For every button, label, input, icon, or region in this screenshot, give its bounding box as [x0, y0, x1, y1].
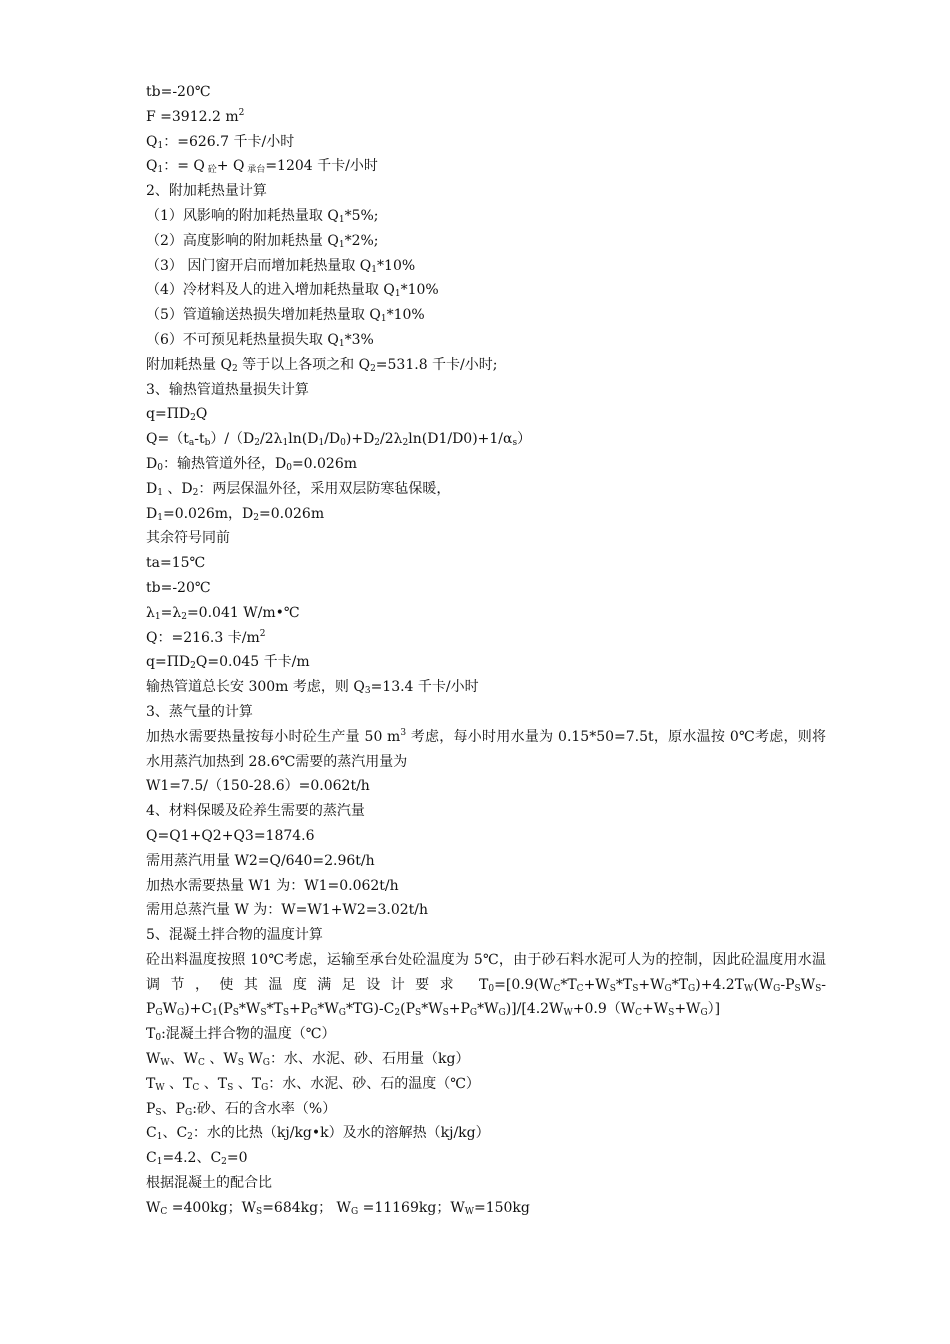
text-line: 输热管道总长安 300m 考虑，则 $Q_3=13.4$ 千卡/小时 — [146, 679, 479, 697]
document-body — [146, 80, 826, 1221]
text-line: $T_0$:混凝土拌合物的温度（℃） — [146, 1026, 336, 1044]
text-line: $Q=(t_a-t_b)/(D_2/2\lambda_1\ln(D_1/D_0)+D_2/2\lambda_2\ln(D1/D0)+1/\alpha_s)$ — [146, 431, 532, 449]
text-line: $Q_1$：=626.7 千卡/小时 — [146, 133, 295, 151]
text-line: 砼出料温度按照 10℃考虑，运输至承台处砼温度为 5℃，由于砂石料水泥可人为的控制，因此砼温度用水温调节，使其温度满足设计要求 $T_0=[0.9(W_C*T_C+W_S*T_S+W_G*T_G)+4.2T_W(W_G-P_SW_S-P_GW_G)+C_1(P_S*W_S*T_S+P_G*W_G*TG)-C_2(P_S*W_S+P_G*W_G)]/[4.2W_W+0.9(W_C+W_S+W_G)]$ — [146, 951, 826, 1019]
text-line: 2、附加耗热量计算 — [146, 183, 267, 200]
text-line: $D_0$：输热管道外径，$D_0=0.026m$ — [146, 455, 358, 473]
text-line: （4）冷材料及人的进入增加耗热量取 $Q_1*10\%$ — [146, 282, 439, 300]
text-line: $C_1=4.2$、$C_2=0$ — [146, 1150, 248, 1168]
text-line: $D_1=0.026m$，$D_2=0.026m$ — [146, 505, 325, 523]
text-line: $P_S$、$P_G$:砂、石的含水率（%） — [146, 1100, 337, 1118]
text-line: 3、蒸气量的计算 — [146, 703, 253, 720]
text-line: $C_1$、$C_2$：水的比热（kj/kg•k）及水的溶解热（kj/kg） — [146, 1125, 490, 1143]
text-line: （6）不可预见耗热量损失取 $Q_1*3\%$ — [146, 331, 374, 349]
text-line: ta=15℃ — [146, 555, 206, 572]
text-line: $T_W$ 、$T_C$ 、$T_S$ 、$T_G$：水、水泥、砂、石的温度（℃） — [146, 1075, 480, 1093]
text-line: tb=-20℃ — [146, 84, 211, 100]
text-line: 3、输热管道热量损失计算 — [146, 381, 309, 398]
text-line: $q=\Pi D_2Q=0.045$ 千卡/m — [146, 654, 310, 672]
text-line: （1）风影响的附加耗热量取 $Q_1*5\%$; — [146, 207, 379, 225]
text-line: 需用蒸汽用量 W2=Q/640=2.96t/h — [146, 852, 375, 869]
text-line: 5、混凝土拌合物的温度计算 — [146, 927, 323, 944]
text-line: $W_W$、$W_C$ 、$W_S$ $W_G$：水、水泥、砂、石用量（kg） — [146, 1051, 470, 1069]
text-line: tb=-20℃ — [146, 579, 211, 596]
text-line: $D_1$ 、$D_2$：两层保温外径，采用双层防寒毡保暖， — [146, 480, 451, 498]
text-line: $W_C =400kg$；$W_S=684kg$； $W_G =11169kg$；$W_W=150kg$ — [146, 1199, 530, 1217]
text-line: 加热水需要热量按每小时砼生产量 50 $m^3$ 考虑，每小时用水量为 0.15*50=7.5t，原水温按 0℃考虑，则将水用蒸汽加热到 28.6℃需要的蒸汽用量为 — [146, 727, 826, 770]
text-line: F =3912.2 $m^2$ — [146, 107, 245, 125]
text-line: 4、材料保暖及砼养生需要的蒸汽量 — [146, 803, 365, 820]
text-line: （5）管道输送热损失增加耗热量取 $Q_1*10\%$ — [146, 307, 425, 325]
text-line: $q=\Pi D_2Q$ — [146, 406, 208, 424]
text-line: 根据混凝土的配合比 — [146, 1175, 272, 1192]
text-line: （2）高度影响的附加耗热量 $Q_1*2\%$; — [146, 232, 379, 250]
text-line: 其余符号同前 — [146, 530, 230, 547]
text-line: Q：=216.3 卡$/m^2$ — [146, 628, 266, 646]
text-line: $\lambda_1=\lambda_2=0.041$ W/m•℃ — [146, 604, 300, 622]
text-line: 附加耗热量 $Q_2$ 等于以上各项之和 $Q_2=531.8$ 千卡/小时; — [146, 356, 498, 374]
text-line: 需用总蒸汽量 W 为：W=W1+W2=3.02t/h — [146, 902, 428, 919]
text-line: （3） 因门窗开启而增加耗热量取 $Q_1*10\%$ — [146, 257, 416, 275]
text-line: W1=7.5/（150-28.6）=0.062t/h — [146, 778, 370, 795]
text-line: $Q_1$：= Q $_砼$+ Q $_{承台}$=1204 千卡/小时 — [146, 158, 378, 176]
text-line: 加热水需要热量 W1 为：W1=0.062t/h — [146, 877, 399, 894]
text-line: Q=Q1+Q2+Q3=1874.6 — [146, 827, 315, 844]
